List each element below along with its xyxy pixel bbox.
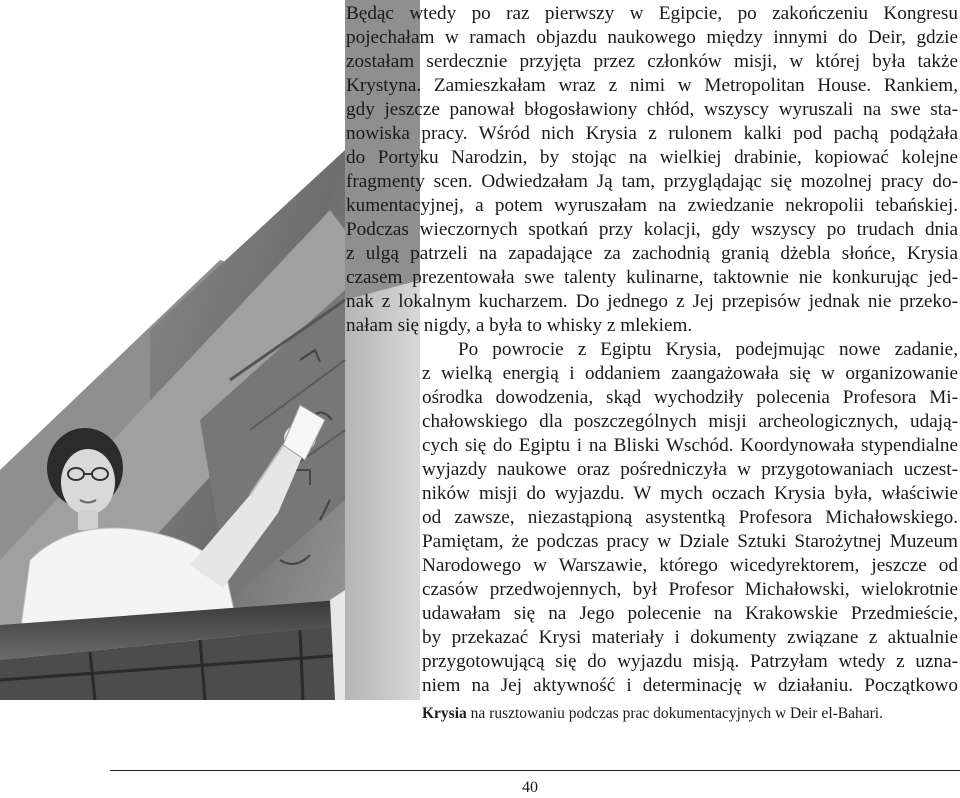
text-line: ników misji do wyjazdu. W mych oczach Krysia była, właściwie	[422, 483, 958, 504]
text-line: pojechałam w ramach objazdu naukowego między innymi do Deir, gdzie	[346, 27, 958, 48]
text-line: Krystyna. Zamieszkałam wraz z nimi w Metropolitan House. Rankiem,	[346, 75, 958, 96]
caption-name: Krysia	[422, 705, 467, 722]
text-line: Podczas wieczornych spotkań przy kolacji, gdy wszyscy po trudach dnia	[346, 219, 958, 240]
photo-caption	[422, 702, 958, 726]
text-line: udawałam się na Jego polecenie na Krakowskie Przedmieście,	[422, 603, 958, 624]
text-line: zostałam serdecznie przyjęta przez członków misji, w której była także	[346, 51, 958, 72]
text-line: Narodowego w Warszawie, którego wicedyrektorem, jeszcze od	[422, 555, 958, 576]
text-line-indented: Po powrocie z Egiptu Krysia, podejmując nowe zadanie,	[458, 339, 958, 360]
text-line: fragmenty scen. Odwiedzałam Ją tam, przyglądając się mozolnej pracy do-	[346, 171, 958, 192]
text-line: z ulgą patrzeli na zapadające za zachodnią granią dżebla słońce, Krysia	[346, 243, 958, 264]
caption-text: na rusztowaniu podczas prac dokumentacyjnych w Deir el-Bahari.	[466, 705, 883, 722]
text-line: nak z lokalnym kucharzem. Do jednego z Jej przepisów jednak nie przeko-	[346, 291, 958, 312]
text-line: Pamiętam, że podczas pracy w Dziale Sztuki Starożytnej Muzeum	[422, 531, 958, 552]
text-line: kumentacyjnej, a potem wyruszałam na zwiedzanie nekropolii tebańskiej.	[346, 195, 958, 216]
text-line: z wielką energią i oddaniem zaangażowała się w organizowanie	[422, 363, 958, 384]
text-line: Będąc wtedy po raz pierwszy w Egipcie, po zakończeniu Kongresu	[346, 3, 958, 24]
footer-rule	[110, 770, 960, 771]
text-line: gdy jeszcze panował błogosławiony chłód, wszyscy wyruszali na swe sta-	[346, 99, 958, 120]
text-line: by przekazać Krysi materiały i dokumenty związane z aktualnie	[422, 627, 958, 648]
text-line: nałam się nigdy, a była to whisky z mlekiem.	[346, 315, 693, 336]
text-line: od zawsze, niezastąpioną asystentką Profesora Michałowskiego.	[422, 507, 958, 528]
text-line: chałowskiego dla poszczególnych misji archeologicznych, udają-	[422, 411, 958, 432]
text-line: do Portyku Narodzin, by stojąc na wielkiej drabinie, kopiować kolejne	[346, 147, 958, 168]
text-line: nowiska pracy. Wśród nich Krysia z rulonem kalki pod pachą podążała	[346, 123, 958, 144]
text-line: czasem prezentowała swe talenty kulinarne, taktownie nie konkurując jed-	[346, 267, 958, 288]
text-line: czasów przedwojennych, był Profesor Michałowski, wielokrotnie	[422, 579, 958, 600]
page-number: 40	[522, 779, 538, 796]
text-line: niem na Jej aktywność i determinację w działaniu. Początkowo	[422, 675, 958, 696]
text-line: ośrodka dowodzenia, skąd wychodziły polecenia Profesora Mi-	[422, 387, 958, 408]
text-line: przygotowującą się do wyjazdu misją. Patrzyłam wtedy z uzna-	[422, 651, 958, 672]
text-line: cych się do Egiptu i na Bliski Wschód. Koordynowała stypendialne	[422, 435, 958, 456]
text-line: wyjazdy naukowe oraz pośredniczyła w przygotowaniach uczest-	[422, 459, 958, 480]
